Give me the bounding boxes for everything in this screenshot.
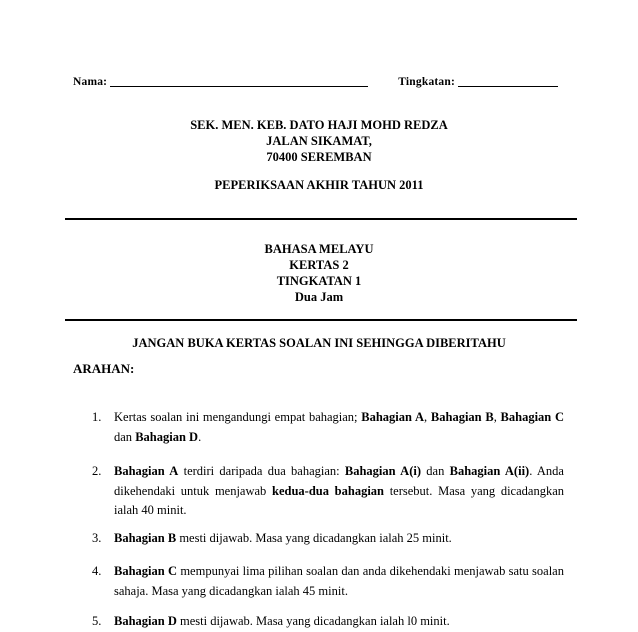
- school-city: 70400 SEREMBAN: [266, 150, 372, 164]
- bottom-divider: [65, 319, 577, 321]
- subject: BAHASA MELAYU: [264, 242, 374, 256]
- instruction-emphasis: Bahagian A: [114, 464, 179, 478]
- instruction-item-5: [92, 612, 564, 632]
- instruction-run: dan: [114, 429, 136, 444]
- instruction-emphasis: kedua-dua bahagian: [272, 483, 384, 498]
- instruction-number: 1.: [92, 410, 102, 424]
- instruction-emphasis: Bahagian B: [430, 410, 494, 424]
- name-blank-line: [110, 76, 368, 87]
- instruction-emphasis: Bahagian D: [135, 429, 199, 444]
- instruction-emphasis: Bahagian C: [114, 564, 178, 578]
- duration: Dua Jam: [294, 290, 344, 304]
- instruction-emphasis: Bahagian A(ii): [449, 464, 530, 478]
- name-label: Nama:: [73, 76, 108, 88]
- paper-number: KERTAS 2: [289, 258, 349, 272]
- instruction-run: ,: [424, 410, 431, 424]
- paper-details: [60, 241, 578, 305]
- top-divider: [65, 218, 577, 220]
- instruction-run: . Anda dikehendaki untuk menjawab: [114, 464, 564, 498]
- instruction-emphasis: Bahagian B: [114, 531, 177, 545]
- instruction-text: [114, 562, 564, 601]
- instruction-text: [114, 529, 564, 549]
- instruction-item-3: [92, 529, 564, 549]
- instruction-run: mesti dijawab. Masa yang dicadangkan ialah l0 minit.: [176, 614, 450, 628]
- form-level: TINGKATAN 1: [276, 274, 362, 288]
- warning-notice: JANGAN BUKA KERTAS SOALAN INI SEHINGGA DIBERITAHU: [132, 336, 506, 350]
- instruction-item-4: [92, 562, 564, 601]
- instruction-number: 3.: [92, 531, 102, 545]
- instruction-run: ,: [493, 410, 501, 424]
- instruction-number: 4.: [92, 564, 102, 578]
- instruction-emphasis: Bahagian A(i): [344, 464, 422, 478]
- instruction-emphasis: Bahagian D: [114, 614, 177, 628]
- instruction-run: dan: [421, 464, 450, 478]
- instruction-item-1: [92, 408, 564, 447]
- instruction-text: [114, 612, 564, 632]
- exam-title: PEPERIKSAAN AKHIR TAHUN 2011: [214, 178, 424, 192]
- instruction-run: .: [198, 429, 202, 444]
- school-street: JALAN SIKAMAT,: [266, 134, 372, 148]
- instruction-run: mesti dijawab. Masa yang dicadangkan ialah 25 minit.: [176, 531, 452, 545]
- school-name: SEK. MEN. KEB. DATO HAJI MOHD REDZA: [190, 118, 448, 132]
- class-blank-line: [458, 76, 558, 87]
- instruction-number: 5.: [92, 614, 102, 628]
- instruction-emphasis: Bahagian C: [500, 410, 565, 424]
- instruction-emphasis: Bahagian A: [361, 410, 425, 424]
- class-label: Tingkatan:: [398, 76, 456, 88]
- instruction-run: mempunyai lima pilihan soalan dan anda dikehendaki menjawab satu soalan sahaja. Masa yang dicadangkan ialah 45 minit.: [114, 564, 564, 598]
- instruction-item-2: [92, 462, 564, 521]
- instruction-number: 2.: [92, 464, 102, 478]
- instruction-run: tersebut. Masa yang dicadangkan ialah 40 minit.: [114, 483, 564, 517]
- student-info-line: [73, 76, 558, 88]
- instructions-title: ARAHAN:: [73, 361, 135, 376]
- instruction-run: Kertas soalan ini mengandungi empat bahagian;: [114, 410, 362, 424]
- instruction-run: terdiri daripada dua bahagian:: [178, 464, 345, 478]
- instruction-text: [114, 408, 564, 447]
- school-address: [60, 117, 578, 165]
- instruction-text: [114, 462, 564, 521]
